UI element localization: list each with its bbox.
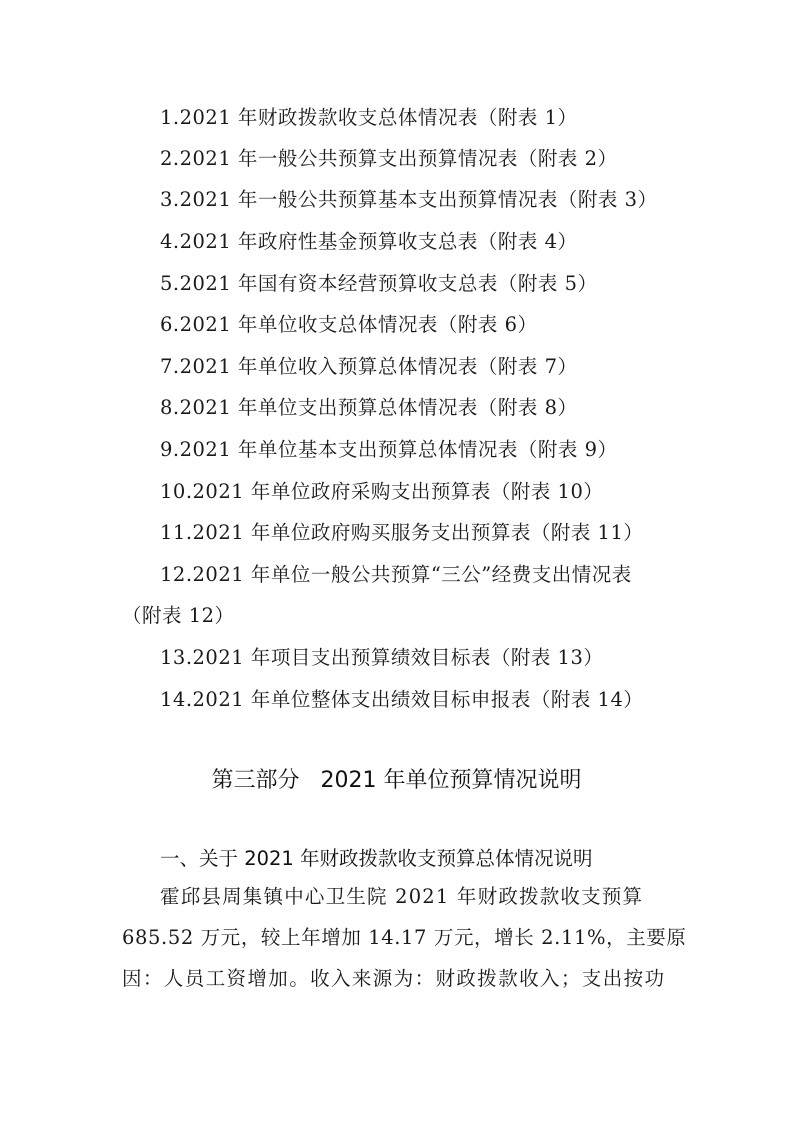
toc-item-13[interactable]: 13.2021 年项目支出预算绩效目标表（附表 13） [160,646,604,669]
toc-item-11[interactable]: 11.2021 年单位政府购买服务支出预算表（附表 11） [160,521,644,544]
toc-item-7[interactable]: 7.2021 年单位收入预算总体情况表（附表 7） [160,355,578,378]
section-title: 第三部分 2021 年单位预算情况说明 [211,768,582,793]
toc-item-6[interactable]: 6.2021 年单位收支总体情况表（附表 6） [160,313,538,336]
paragraph-line: 霍邱县周集镇中心卫生院 2021 年财政拨款收支预算 [160,885,644,908]
toc-item-5[interactable]: 5.2021 年国有资本经营预算收支总表（附表 5） [160,272,598,295]
toc-item-4[interactable]: 4.2021 年政府性基金预算收支总表（附表 4） [160,230,578,253]
toc-item-12[interactable]: 12.2021 年单位一般公共预算“三公”经费支出情况表 [160,563,632,586]
toc-item-14[interactable]: 14.2021 年单位整体支出绩效目标申报表（附表 14） [160,688,644,711]
toc-item-9[interactable]: 9.2021 年单位基本支出预算总体情况表（附表 9） [160,438,618,461]
toc-item-12-continued[interactable]: （附表 12） [122,604,235,627]
toc-item-8[interactable]: 8.2021 年单位支出预算总体情况表（附表 8） [160,396,578,419]
paragraph-line: 685.52 万元，较上年增加 14.17 万元，增长 2.11%，主要原 [122,926,687,949]
paragraph-line: 因：人员工资增加。收入来源为：财政拨款收入；支出按功 [122,967,666,990]
toc-item-3[interactable]: 3.2021 年一般公共预算基本支出预算情况表（附表 3） [160,188,658,211]
toc-item-2[interactable]: 2.2021 年一般公共预算支出预算情况表（附表 2） [160,147,618,170]
subsection-heading: 一、关于 2021 年财政拨款收支预算总体情况说明 [160,847,593,870]
toc-item-10[interactable]: 10.2021 年单位政府采购支出预算表（附表 10） [160,480,604,503]
toc-item-1[interactable]: 1.2021 年财政拨款收支总体情况表（附表 1） [160,106,578,129]
